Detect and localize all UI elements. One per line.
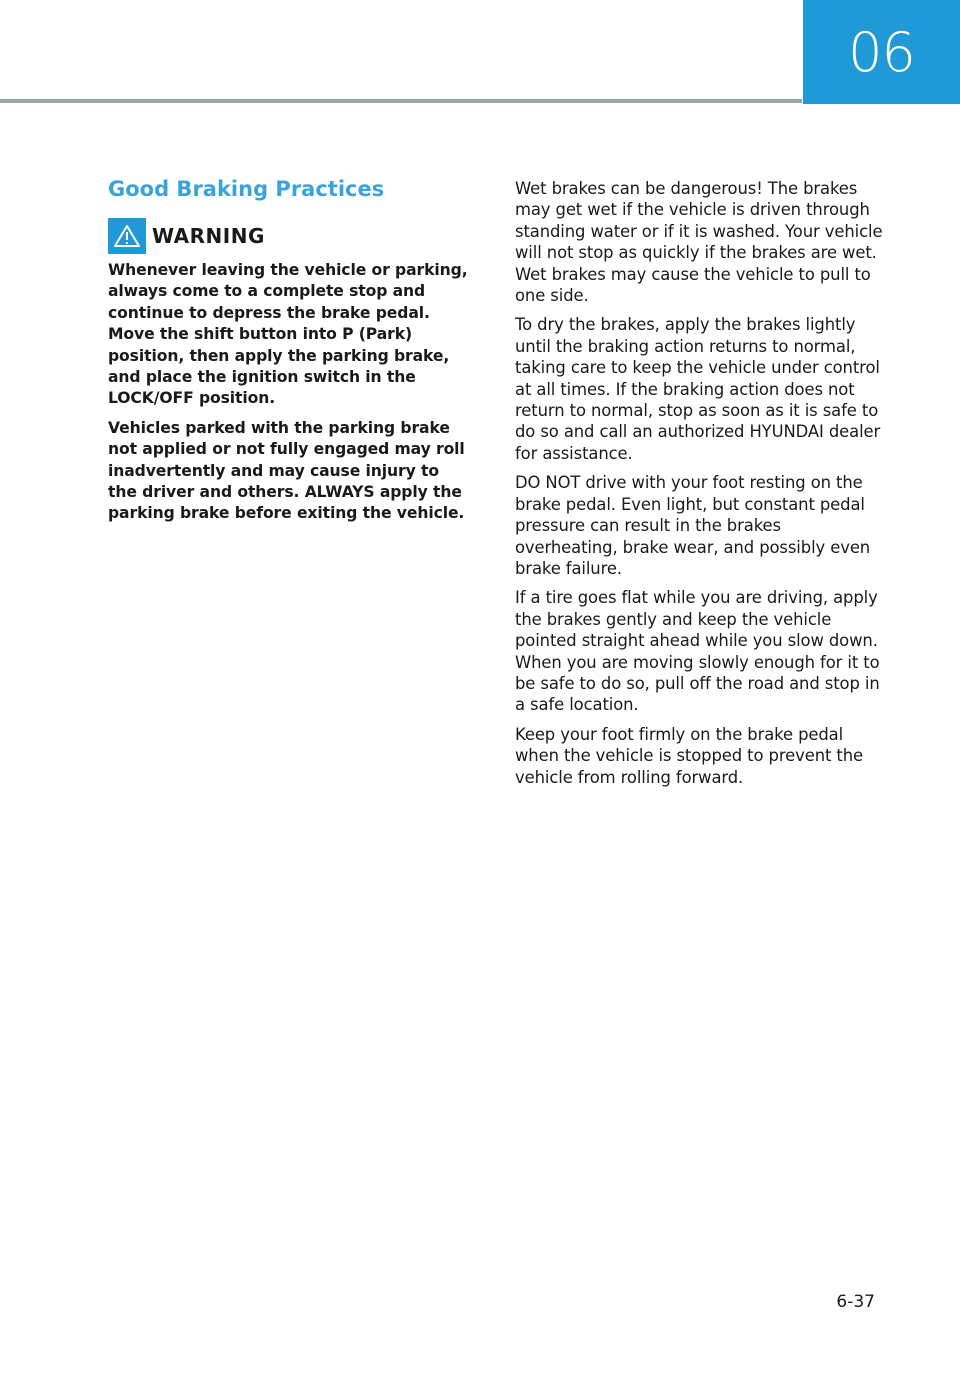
warning-paragraph: Vehicles parked with the parking brake not applied or not fully engaged may roll inadvertently and may cause injury to the driver and others. ALWAYS apply the parking brake before exiting the vehicle. (108, 418, 465, 523)
body-paragraph: DO NOT drive with your foot resting on the brake pedal. Even light, but constant pedal pressure can result in the brakes overheating, brake wear, and possibly even brake failure. (515, 473, 871, 578)
left-column (108, 174, 470, 533)
chapter-tab (803, 0, 960, 104)
warning-triangle-icon (108, 218, 146, 254)
body-paragraph: Wet brakes can be dangerous! The brakes may get wet if the vehicle is driven through standing water or if it is washed. Your vehicle will not stop as quickly if the brakes are wet. Wet brakes may cause the vehicle to pull to one side. (515, 179, 883, 306)
warning-label: WARNING (152, 224, 265, 248)
section-title: Good Braking Practices (108, 177, 385, 201)
warning-paragraph: Whenever leaving the vehicle or parking, always come to a complete stop and continue to depress the brake pedal. Move the shift button into P (Park) position, then apply the parking brake, and place the ignition switch in the LOCK/OFF position. (108, 261, 468, 408)
page-number: 6-37 (836, 1292, 875, 1312)
body-paragraph: To dry the brakes, apply the brakes lightly until the braking action returns to normal, taking care to keep the vehicle under control at all times. If the braking action does not return to normal, stop as soon as it is safe to do so and call an authorized HYUNDAI dealer for assistance. (515, 315, 881, 463)
right-column (515, 178, 887, 796)
body-paragraph: Keep your foot firmly on the brake pedal when the vehicle is stopped to prevent the vehicle from rolling forward. (515, 724, 864, 787)
body-paragraph: If a tire goes flat while you are driving, apply the brakes gently and keep the vehicle pointed straight ahead while you slow down. When you are moving slowly enough for it to be safe to do so, pull off the road and stop in a safe location. (515, 588, 880, 715)
warning-header (108, 218, 470, 254)
chapter-number: 06 (848, 20, 915, 84)
header-rule (0, 99, 802, 103)
